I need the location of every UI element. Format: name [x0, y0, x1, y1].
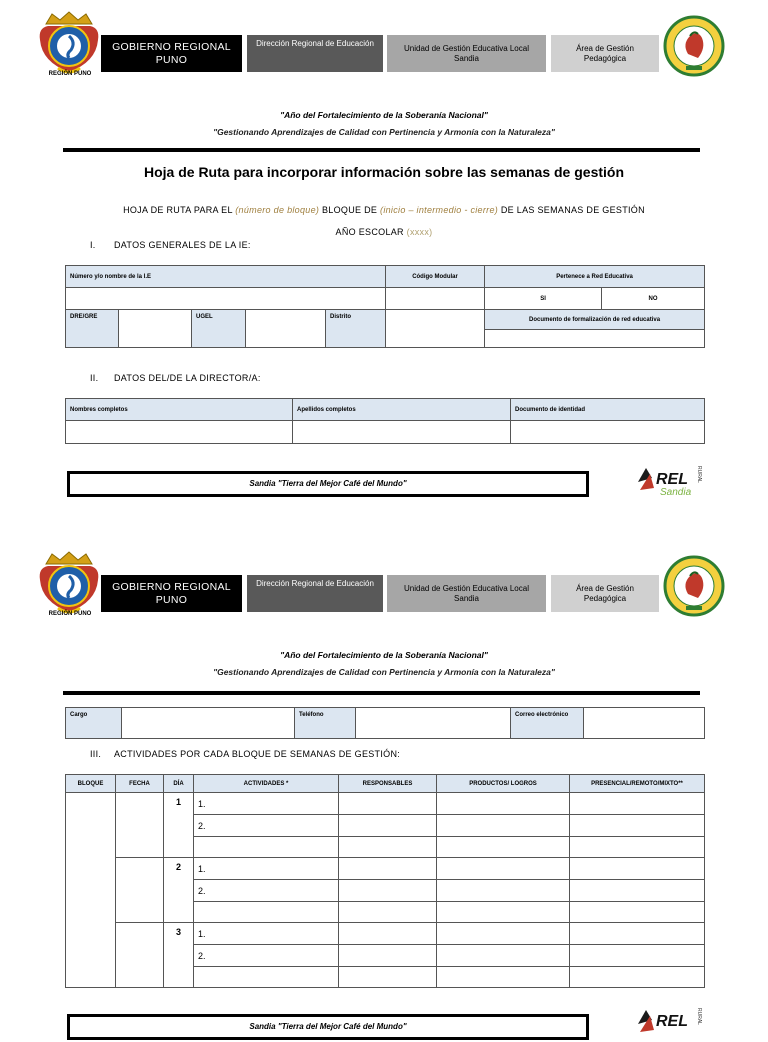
- route-text-3: DE LAS SEMANAS DE GESTIÓN: [498, 205, 645, 215]
- footer-logo-rel: REL: [656, 471, 688, 488]
- director-id-field[interactable]: [511, 421, 705, 444]
- director-id-header: Documento de identidad: [511, 399, 705, 421]
- col-actividades: ACTIVIDADES *: [194, 775, 339, 793]
- productos-field[interactable]: [437, 880, 570, 902]
- activity-item[interactable]: 1.: [194, 923, 339, 945]
- header-band-2: [0, 540, 768, 630]
- cargo-field[interactable]: [122, 708, 295, 739]
- ie-name-field[interactable]: [66, 288, 386, 310]
- ie-name-header: Número y/o nombre de la I.E: [66, 266, 386, 288]
- footer-logo-side: RURAL: [696, 466, 702, 483]
- responsables-field[interactable]: [339, 815, 437, 837]
- school-year-line: [0, 227, 768, 237]
- director-names-header: Nombres completos: [66, 399, 293, 421]
- contact-table: [65, 707, 705, 739]
- director-names-field[interactable]: [66, 421, 293, 444]
- region-puno-coat-of-arms-icon: [38, 10, 100, 80]
- responsables-field[interactable]: [339, 837, 437, 858]
- ugel-field[interactable]: [246, 310, 326, 348]
- modalidad-field[interactable]: [570, 945, 705, 967]
- section-2-number: II.: [90, 373, 99, 383]
- ie-data-table: [65, 265, 705, 348]
- director-surnames-field[interactable]: [293, 421, 511, 444]
- day-number: 1: [164, 793, 194, 858]
- route-text-2: BLOQUE DE: [319, 205, 381, 215]
- network-doc-header: Documento de formalización de red educativa: [485, 310, 705, 330]
- footer-logo-sandia: Sandia: [660, 487, 692, 498]
- modalidad-field[interactable]: [570, 880, 705, 902]
- activity-item[interactable]: 2.: [194, 880, 339, 902]
- productos-field[interactable]: [437, 923, 570, 945]
- activity-item[interactable]: [194, 837, 339, 858]
- bloque-field[interactable]: [66, 793, 116, 988]
- section-1-heading: [90, 240, 251, 250]
- header-box-ugel-2: Unidad de Gestión Educativa Local Sandia: [387, 575, 546, 612]
- page-2: [0, 540, 768, 1031]
- section-1-number: I.: [90, 240, 96, 250]
- header-box-area: Área de Gestión Pedagógica: [551, 35, 659, 72]
- table-row: [66, 793, 705, 815]
- activity-item[interactable]: 2.: [194, 815, 339, 837]
- header-box-direccion: Dirección Regional de Educación: [247, 35, 383, 72]
- section-3-label: ACTIVIDADES POR CADA BLOQUE DE SEMANAS DE GESTIÓN:: [114, 749, 401, 759]
- route-text-1: HOJA DE RUTA PARA EL: [123, 205, 236, 215]
- activity-item[interactable]: 1.: [194, 793, 339, 815]
- section-2-label: DATOS DEL/DE LA DIRECTOR/A:: [114, 373, 261, 383]
- footer-slogan-2: Sandia "Tierra del Mejor Café del Mundo": [67, 1014, 589, 1040]
- footer-slogan: Sandia "Tierra del Mejor Café del Mundo": [67, 471, 589, 497]
- block-number-placeholder[interactable]: (número de bloque): [235, 205, 320, 215]
- header-band: [0, 0, 768, 90]
- region-puno-coat-of-arms-icon: [38, 550, 100, 620]
- modalidad-field[interactable]: [570, 902, 705, 923]
- table-row: [66, 858, 705, 880]
- motto-year-2: "Año del Fortalecimiento de la Soberanía Nacional": [280, 650, 488, 660]
- responsables-field[interactable]: [339, 858, 437, 880]
- motto-year: "Año del Fortalecimiento de la Soberanía Nacional": [280, 110, 488, 120]
- header-box-area-2: Área de Gestión Pedagógica: [551, 575, 659, 612]
- col-responsables: RESPONSABLES: [339, 775, 437, 793]
- route-sheet-line: [0, 205, 768, 215]
- responsables-field[interactable]: [339, 923, 437, 945]
- region-caption: REGIÓN PUNO: [48, 71, 92, 77]
- ugel-sandia-seal-icon: [664, 14, 724, 78]
- dre-label: DRE/GRE: [66, 310, 119, 348]
- section-2-heading: [90, 373, 261, 383]
- dre-field[interactable]: [119, 310, 192, 348]
- productos-field[interactable]: [437, 967, 570, 988]
- col-fecha: FECHA: [116, 775, 164, 793]
- modular-code-field[interactable]: [386, 288, 485, 310]
- network-no-option[interactable]: NO: [602, 288, 705, 310]
- col-bloque: BLOQUE: [66, 775, 116, 793]
- productos-field[interactable]: [437, 902, 570, 923]
- email-label: Correo electrónico: [511, 708, 584, 739]
- footer-logo-rel-2: REL: [656, 1013, 688, 1030]
- header-box-direccion-2: Dirección Regional de Educación: [247, 575, 383, 612]
- director-data-table: [65, 398, 705, 444]
- responsables-field[interactable]: [339, 793, 437, 815]
- responsables-field[interactable]: [339, 945, 437, 967]
- section-1-label: DATOS GENERALES DE LA IE:: [114, 240, 251, 250]
- col-productos: PRODUCTOS/ LOGROS: [437, 775, 570, 793]
- footer-logo-side-2: RURAL: [696, 1008, 702, 1025]
- email-field[interactable]: [584, 708, 705, 739]
- ugel-label: UGEL: [192, 310, 246, 348]
- school-year-label: AÑO ESCOLAR: [335, 227, 407, 237]
- network-si-option[interactable]: SI: [485, 288, 602, 310]
- divider-rule: [63, 148, 700, 152]
- motto-slogan: "Gestionando Aprendizajes de Calidad con Pertinencia y Armonía con la Naturaleza": [213, 127, 555, 137]
- modalidad-field[interactable]: [570, 793, 705, 815]
- modalidad-field[interactable]: [570, 837, 705, 858]
- region-caption-2: REGIÓN PUNO: [48, 611, 92, 617]
- col-dia: DÍA: [164, 775, 194, 793]
- fecha-field-day-2[interactable]: [116, 858, 164, 923]
- motto-slogan-2: "Gestionando Aprendizajes de Calidad con Pertinencia y Armonía con la Naturaleza": [213, 667, 555, 677]
- modalidad-field[interactable]: [570, 923, 705, 945]
- block-stage-placeholder[interactable]: (inicio – intermedio - cierre): [380, 205, 499, 215]
- phone-field[interactable]: [356, 708, 511, 739]
- section-3-heading: [90, 749, 400, 759]
- modular-code-header: Código Modular: [386, 266, 485, 288]
- section-3-number: III.: [90, 749, 102, 759]
- phone-label: Teléfono: [295, 708, 356, 739]
- header-box-gobierno: GOBIERNO REGIONAL PUNO: [101, 35, 242, 72]
- header-box-ugel: Unidad de Gestión Educativa Local Sandia: [387, 35, 546, 72]
- rel-sandia-logo-icon: [634, 460, 704, 500]
- productos-field[interactable]: [437, 858, 570, 880]
- ugel-sandia-seal-icon: [664, 554, 724, 618]
- fecha-field-day-1[interactable]: [116, 793, 164, 858]
- table-row: [66, 923, 705, 945]
- activity-item[interactable]: [194, 902, 339, 923]
- district-field[interactable]: [386, 310, 485, 348]
- district-label: Distrito: [326, 310, 386, 348]
- activity-item[interactable]: 2.: [194, 945, 339, 967]
- productos-field[interactable]: [437, 837, 570, 858]
- header-box-gobierno-2: GOBIERNO REGIONAL PUNO: [101, 575, 242, 612]
- activity-item[interactable]: 1.: [194, 858, 339, 880]
- activity-item[interactable]: [194, 967, 339, 988]
- modalidad-field[interactable]: [570, 815, 705, 837]
- director-surnames-header: Apellidos completos: [293, 399, 511, 421]
- responsables-field[interactable]: [339, 880, 437, 902]
- col-modalidad: PRESENCIAL/REMOTO/MIXTO**: [570, 775, 705, 793]
- productos-field[interactable]: [437, 793, 570, 815]
- school-year-placeholder[interactable]: (xxxx): [406, 227, 433, 237]
- activities-table: [65, 774, 705, 988]
- fecha-field-day-3[interactable]: [116, 923, 164, 988]
- divider-rule-2: [63, 691, 700, 695]
- network-header: Pertenece a Red Educativa: [485, 266, 705, 288]
- day-number: 2: [164, 858, 194, 923]
- modalidad-field[interactable]: [570, 858, 705, 880]
- document-title: Hoja de Ruta para incorporar información sobre las semanas de gestión: [143, 164, 625, 180]
- responsables-field[interactable]: [339, 967, 437, 988]
- cargo-label: Cargo: [66, 708, 122, 739]
- rel-sandia-logo-icon: [634, 1002, 704, 1042]
- modalidad-field[interactable]: [570, 967, 705, 988]
- network-doc-field[interactable]: [485, 330, 705, 348]
- responsables-field[interactable]: [339, 902, 437, 923]
- day-number: 3: [164, 923, 194, 988]
- productos-field[interactable]: [437, 815, 570, 837]
- productos-field[interactable]: [437, 945, 570, 967]
